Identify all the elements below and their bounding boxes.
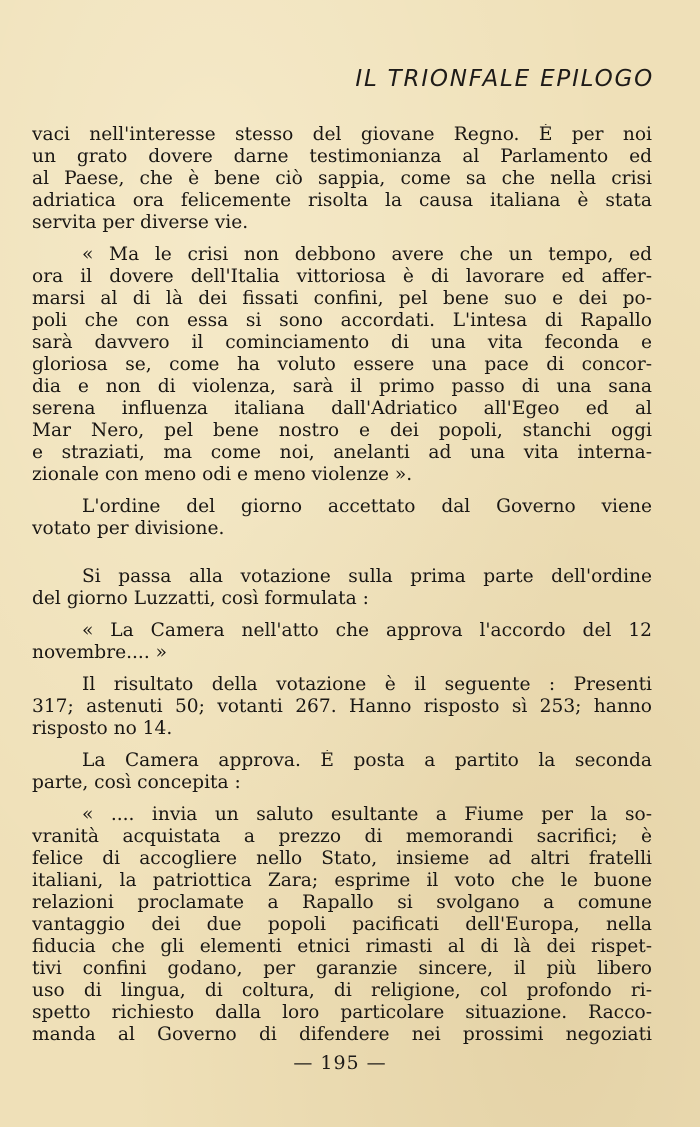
text-line: gloriosa se, come ha voluto essere una pace di concor- [32, 354, 652, 375]
paragraph-gap [32, 740, 652, 750]
text-line: marsi al di là dei fissati confini, pel bene suo e dei po- [32, 288, 652, 309]
text-line: un grato dovere darne testimonianza al Parlamento ed [32, 146, 652, 167]
paragraph [32, 124, 652, 234]
folio-number: 195 [320, 1052, 360, 1074]
text-line: L'ordine del giorno accettato dal Governo viene [82, 496, 652, 517]
text-line: Si passa alla votazione sulla prima parte dell'ordine [82, 566, 652, 587]
text-line: uso di lingua, di coltura, di religione, col profondo ri- [32, 980, 652, 1001]
text-line: poli che con essa si sono accordati. L'intesa di Rapallo [32, 310, 652, 331]
text-line: vantaggio dei due popoli pacificati dell'Europa, nella [32, 914, 652, 935]
paragraph-gap [32, 610, 652, 620]
text-line: felice di accogliere nello Stato, insieme ad altri fratelli [32, 848, 652, 869]
text-line: dia e non di violenza, sarà il primo passo di una sana [32, 376, 652, 397]
paragraph [32, 804, 652, 1046]
text-line: servita per diverse vie. [32, 212, 249, 233]
page-number [0, 1052, 680, 1074]
folio-dash-left: — [293, 1052, 314, 1074]
running-head: IL TRIONFALE EPILOGO [355, 66, 654, 92]
text-line: spetto richiesto dalla loro particolare situazione. Racco- [32, 1002, 652, 1023]
book-page [32, 0, 654, 1127]
paragraph [32, 750, 652, 794]
text-line: zionale con meno odi e meno violenze ». [32, 464, 413, 485]
text-line: parte, così concepita : [32, 772, 241, 793]
text-line: al Paese, che è bene ciò sappia, come sa che nella crisi [32, 168, 652, 189]
paragraph-gap [32, 234, 652, 244]
text-line: « Ma le crisi non debbono avere che un tempo, ed [82, 244, 652, 265]
text-line: « La Camera nell'atto che approva l'accordo del 12 [82, 620, 652, 641]
paragraph-gap [32, 664, 652, 674]
text-line: del giorno Luzzatti, così formulata : [32, 588, 369, 609]
text-line: « .... invia un saluto esultante a Fiume per la so- [82, 804, 652, 825]
text-line: Il risultato della votazione è il seguente : Presenti [82, 674, 652, 695]
text-line: vranità acquistata a prezzo di memorandi sacrifici; è [32, 826, 652, 847]
text-line: serena influenza italiana dall'Adriatico all'Egeo ed al [32, 398, 652, 419]
text-line: e straziati, ma come noi, anelanti ad una vita interna- [32, 442, 652, 463]
text-line: La Camera approva. È posta a partito la seconda [82, 750, 652, 771]
text-line: sarà davvero il cominciamento di una vita feconda e [32, 332, 652, 353]
paragraph [32, 244, 652, 486]
text-line: vaci nell'interesse stesso del giovane Regno. È per noi [32, 124, 652, 145]
text-line: fiducia che gli elementi etnici rimasti al di là dei rispet- [32, 936, 652, 957]
text-line: adriatica ora felicemente risolta la causa italiana è stata [32, 190, 652, 211]
text-line: tivi confini godano, per garanzie sincere, il più libero [32, 958, 652, 979]
text-line: ora il dovere dell'Italia vittoriosa è di lavorare ed affer- [32, 266, 652, 287]
section-break [32, 540, 652, 566]
paragraph [32, 620, 652, 664]
text-line: risposto no 14. [32, 718, 173, 739]
folio-dash-right: — [366, 1052, 387, 1074]
text-line: Mar Nero, pel bene nostro e dei popoli, stanchi oggi [32, 420, 652, 441]
text-line: relazioni proclamate a Rapallo si svolgano a comune [32, 892, 652, 913]
text-line: votato per divisione. [32, 518, 225, 539]
body-text [32, 124, 652, 1046]
paragraph [32, 496, 652, 540]
paragraph [32, 566, 652, 610]
paragraph [32, 674, 652, 740]
text-line: italiani, la patriottica Zara; esprime il voto che le buone [32, 870, 652, 891]
text-line: manda al Governo di difendere nei prossimi negoziati [32, 1024, 652, 1045]
paragraph-gap [32, 486, 652, 496]
paragraph-gap [32, 794, 652, 804]
text-line: 317; astenuti 50; votanti 267. Hanno risposto sì 253; hanno [32, 696, 652, 717]
text-line: novembre.... » [32, 642, 168, 663]
